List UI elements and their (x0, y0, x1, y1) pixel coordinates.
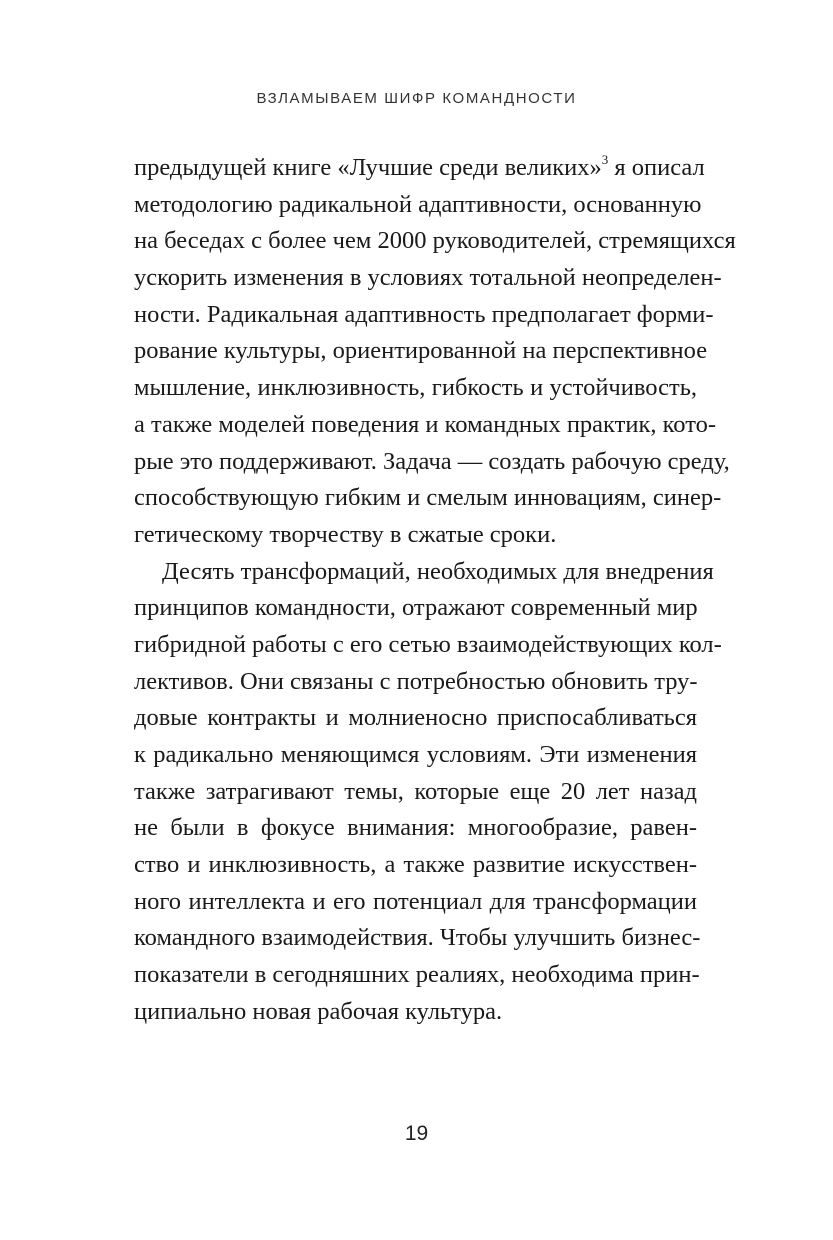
paragraph-line (134, 150, 705, 187)
paragraph-line: также затрагивают темы, которые еще 20 лет назад (134, 777, 697, 805)
paragraph-line: ности. Радикальная адаптивность предполагает форми- (134, 300, 714, 328)
paragraph-2 (134, 554, 722, 1031)
paragraph-line: показатели в сегодняшних реалиях, необходима прин- (134, 961, 700, 989)
paragraph-line: Десять трансформаций, необходимых для внедрения (162, 557, 714, 585)
paragraph-line: к радикально меняющимся условиям. Эти изменения (134, 741, 697, 768)
paragraph-1 (134, 150, 736, 554)
paragraph-line: лективов. Они связаны с потребностью обновить тру- (134, 667, 698, 695)
paragraph-line: рые это поддерживают. Задача — создать рабочую среду, (134, 447, 730, 475)
paragraph-line: методологию радикальной адаптивности, основанную (134, 190, 702, 218)
paragraph-line: ускорить изменения в условиях тотальной неопределен- (134, 264, 722, 292)
paragraph-line: не были в фокусе внимания: многообразие, равен- (134, 814, 697, 842)
paragraph-line: командного взаимодействия. Чтобы улучшить бизнес- (134, 924, 701, 952)
line-text: я описал (608, 154, 705, 181)
paragraph-line: ципиально новая рабочая культура. (134, 997, 503, 1025)
paragraph-line: гибридной работы с его сетью взаимодействующих кол- (134, 630, 722, 658)
paragraph-line: гетическому творчеству в сжатые сроки. (134, 520, 557, 548)
line-text: предыдущей книге «Лучшие среди великих» (134, 154, 602, 181)
body-text (134, 150, 736, 1031)
footnote-reference[interactable]: 3 (601, 152, 609, 167)
running-header: ВЗЛАМЫВАЕМ ШИФР КОМАНДНОСТИ (256, 90, 577, 107)
paragraph-line: рование культуры, ориентированной на перспективное (134, 337, 708, 365)
paragraph-line: а также моделей поведения и командных практик, кото- (134, 410, 716, 438)
page-number: 19 (404, 1122, 429, 1145)
paragraph-line: ного интеллекта и его потенциал для трансформации (134, 887, 697, 915)
paragraph-line: ство и инклюзивность, а также развитие искусствен- (134, 851, 697, 879)
paragraph-line: мышление, инклюзивность, гибкость и устойчивость, (134, 374, 697, 402)
paragraph-line: довые контракты и молниеносно приспосабливаться (134, 704, 697, 732)
paragraph-line: на беседах с более чем 2000 руководителей, стремящихся (134, 227, 736, 255)
paragraph-line: принципов командности, отражают современный мир (134, 594, 698, 622)
paragraph-line: способствующую гибким и смелым инновациям, синер- (134, 484, 722, 512)
